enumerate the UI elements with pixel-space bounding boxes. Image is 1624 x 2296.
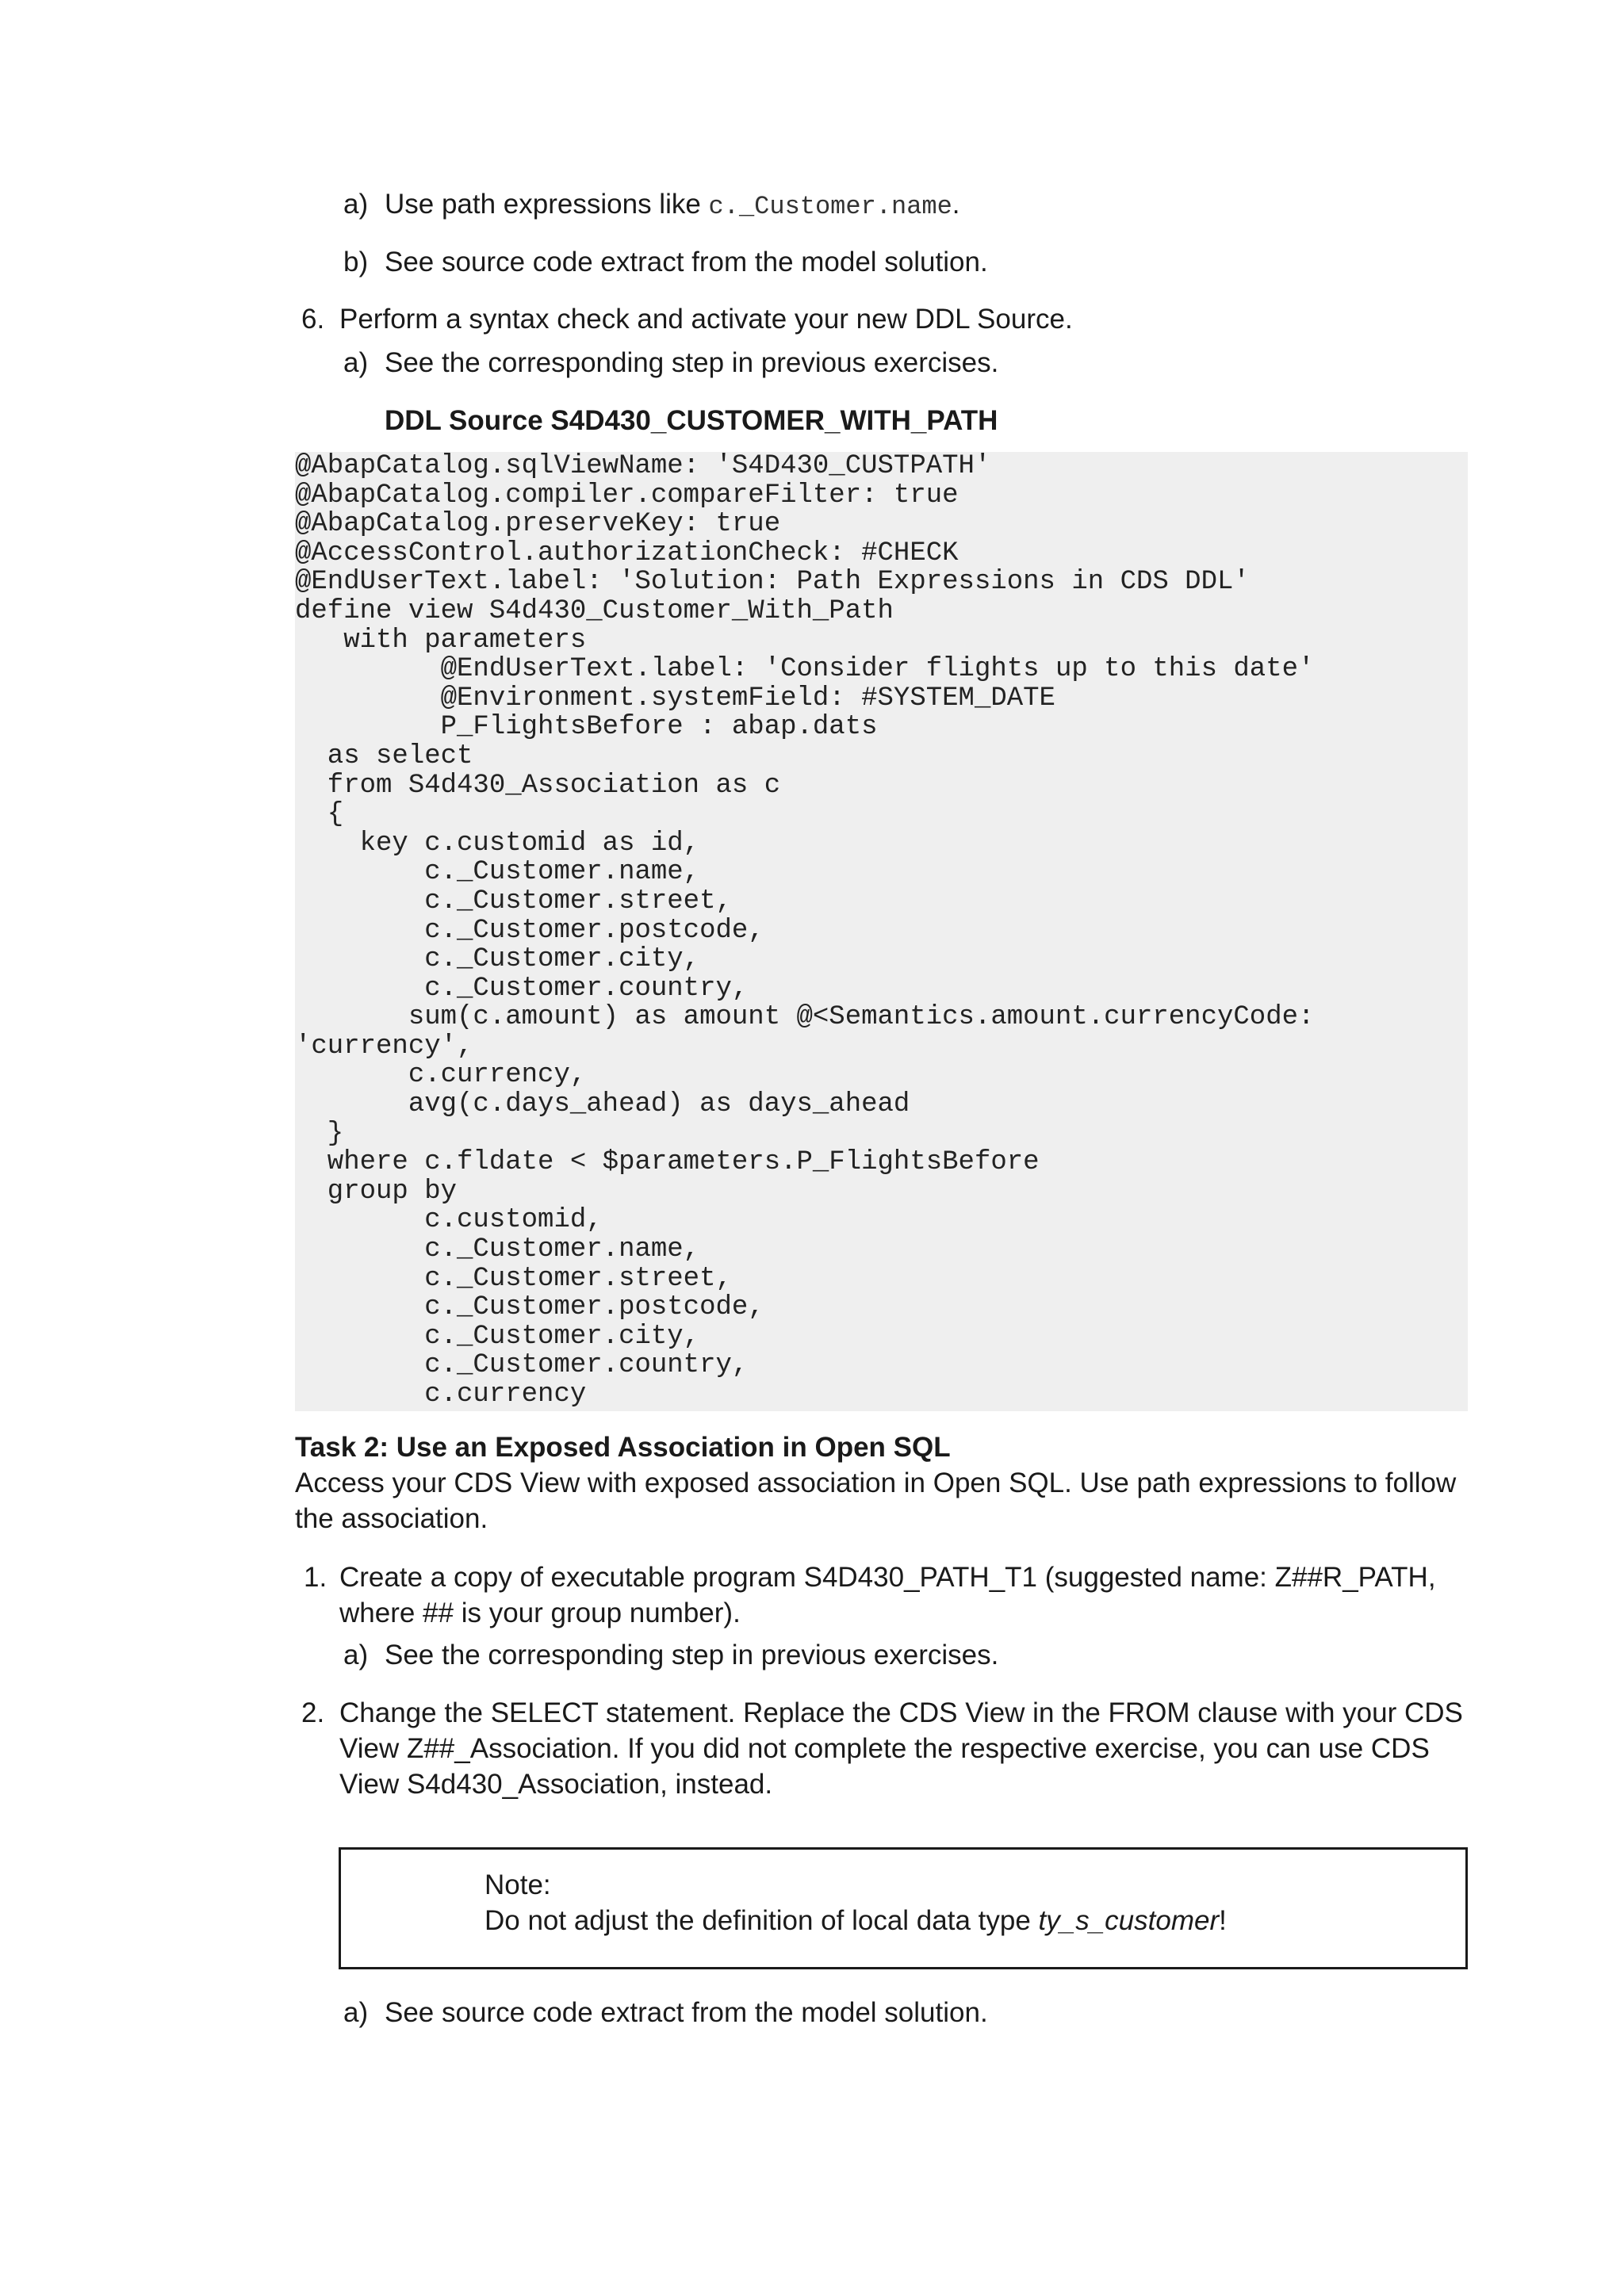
code-line: where c.fldate < $parameters.P_FlightsBefore [295,1147,1040,1178]
code-line: avg(c.days_ahead) as days_ahead [295,1089,910,1120]
step5-a-marker: a) [343,189,369,220]
step6-a-marker: a) [343,347,369,378]
code-line: @Environment.systemField: #SYSTEM_DATE [295,683,1055,714]
code-line: @AbapCatalog.compiler.compareFilter: true [295,480,959,511]
note-text [485,1903,1227,1938]
code-line: @AccessControl.authorizationCheck: #CHECK [295,538,959,568]
note-box [339,1847,1468,1969]
code-line: { [295,799,344,830]
code-heading: DDL Source S4D430_CUSTOMER_WITH_PATH [385,405,998,436]
code-line: c._Customer.city, [295,944,700,975]
code-line: c._Customer.name, [295,857,700,888]
step5-b-marker: b) [343,247,369,277]
step6-a-text: See the corresponding step in previous exercises. [385,347,999,378]
step5-b-text: See source code extract from the model solution. [385,247,988,277]
code-line: c.currency, [295,1060,587,1091]
code-line: key c.customid as id, [295,828,700,859]
note-label: Note: [485,1869,551,1900]
code-line: @EndUserText.label: 'Consider flights up to this date' [295,654,1315,685]
code-line: define view S4d430_Customer_With_Path [295,595,894,626]
code-line: 'currency', [295,1031,473,1062]
task2-step2-marker: 2. [301,1697,325,1728]
code-line: c._Customer.country, [295,973,749,1004]
code-line: c.customid, [295,1205,603,1236]
task2-step1-marker: 1. [304,1562,327,1593]
code-line: @AbapCatalog.sqlViewName: 'S4D430_CUSTPATH' [295,451,991,481]
code-line: c._Customer.street, [295,1263,732,1294]
task2-intro: Access your CDS View with exposed association in Open SQL. Use path expressions to follow the association. [295,1468,1457,1534]
step5-a-suffix: . [952,189,960,220]
code-line: sum(c.amount) as amount @<Semantics.amount.currencyCode: [295,1002,1315,1033]
task2-step2-a-marker: a) [343,1997,369,2028]
code-line: @AbapCatalog.preserveKey: true [295,509,781,540]
note-body: Do not adjust the definition of local data type [485,1905,1039,1936]
code-line: c._Customer.postcode, [295,915,764,946]
task2-step1-a-text: See the corresponding step in previous exercises. [385,1640,999,1670]
code-line: c._Customer.postcode, [295,1292,764,1323]
code-listing [295,452,1468,1410]
task2-step1-a-marker: a) [343,1640,369,1670]
code-line: @EndUserText.label: 'Solution: Path Expressions in CDS DDL' [295,567,1250,598]
task2-step1-text: Create a copy of executable program S4D430_PATH_T1 (suggested name: Z##R_PATH, where ## is your group number). [339,1562,1436,1628]
note-suffix: ! [1219,1905,1227,1936]
step5-a-inline-code: c._Customer.name [708,192,952,221]
code-line: with parameters [295,625,587,656]
code-line: c._Customer.name, [295,1234,700,1265]
note-type-name: ty_s_customer [1038,1905,1220,1936]
code-line: } [295,1118,344,1149]
task2-step2-text: Change the SELECT statement. Replace the CDS View in the FROM clause with your CDS View Z##_Association. If you did not complete the respective exercise, you can use CDS View S4d430_Association, instead. [339,1697,1463,1800]
code-line: group by [295,1176,458,1207]
step5-a-label: Use path expressions like [385,189,709,220]
step5-a-text [385,186,960,224]
step6-text: Perform a syntax check and activate your new DDL Source. [339,304,1073,335]
task2-step2-a-text: See source code extract from the model solution. [385,1997,988,2028]
code-line: as select [295,740,473,771]
task2-title: Task 2: Use an Exposed Association in Open SQL [295,1432,951,1463]
code-line: P_FlightsBefore : abap.dats [295,712,878,743]
code-line: c.currency [295,1380,587,1410]
code-line: c._Customer.country, [295,1350,749,1381]
code-line: c._Customer.street, [295,886,732,916]
step6-marker: 6. [301,304,325,335]
code-line: c._Customer.city, [295,1321,700,1352]
code-block [295,452,1468,1411]
code-line: from S4d430_Association as c [295,770,781,801]
